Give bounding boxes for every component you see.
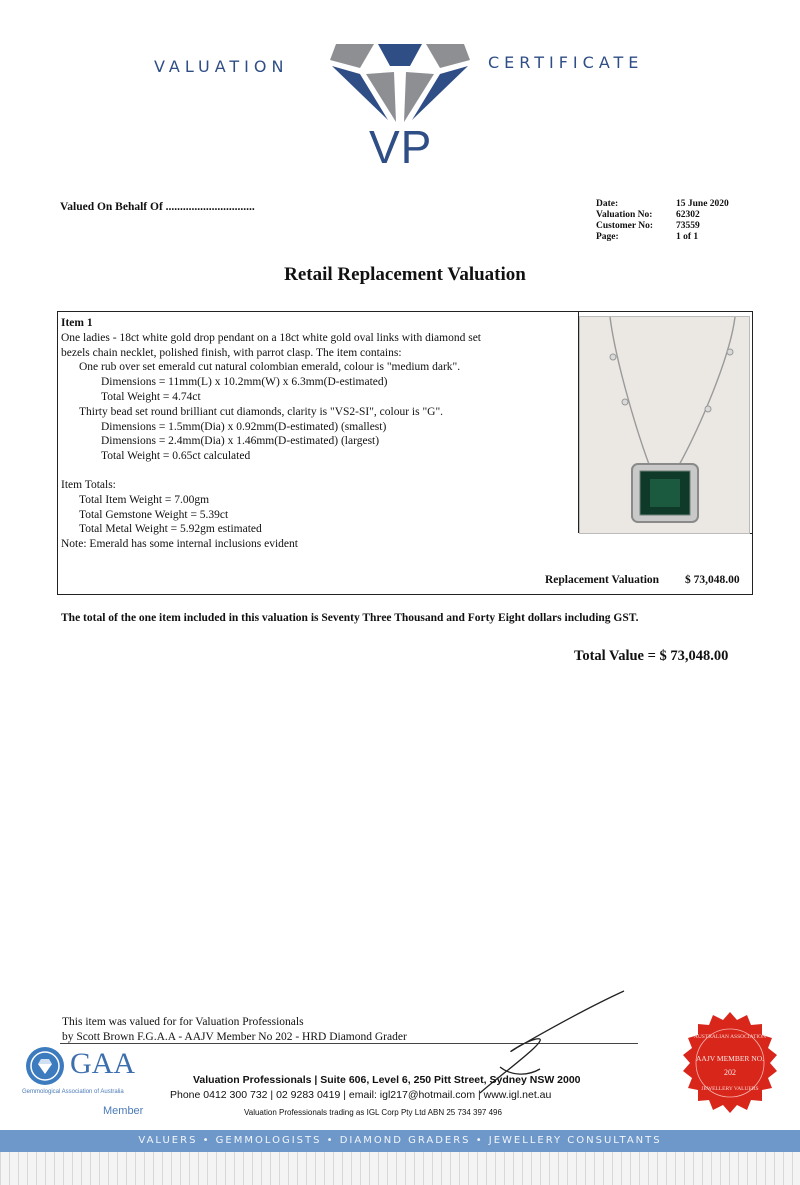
total-value: Total Value = $ 73,048.00 [574, 648, 729, 664]
item-line: Dimensions = 2.4mm(Dia) x 1.46mm(D-estimated) (largest) [101, 435, 380, 448]
meta-label: Date: [596, 199, 619, 209]
meta-label: Valuation No: [596, 210, 653, 220]
meta-row-customer [596, 221, 729, 232]
seal-number: 202 [724, 1068, 736, 1077]
item-line: Dimensions = 1.5mm(Dia) x 0.92mm(D-estimated) (smallest) [101, 420, 387, 433]
pendant-photo [579, 316, 750, 534]
contact-line3: Valuation Professionals trading as IGL Corp Pty Ltd ABN 25 734 397 496 [244, 1108, 502, 1117]
item-line: One ladies - 18ct white gold drop pendant on a 18ct white gold oval links with diamond set [61, 331, 481, 344]
meta-value: 73559 [676, 221, 700, 231]
totals-line: Total Gemstone Weight = 5.39ct [79, 508, 229, 521]
totals-line: Total Item Weight = 7.00gm [79, 493, 210, 506]
meta-label: Customer No: [596, 221, 654, 231]
meta-label: Page: [596, 232, 619, 242]
header-valuation-word: VALUATION [154, 57, 289, 76]
valuer-line: This item was valued for for Valuation Professionals [62, 1016, 304, 1028]
gaa-emblem-icon [24, 1045, 66, 1087]
item-line: Thirty bead set round brilliant cut diamonds, clarity is "VS2-SI", colour is "G". [79, 405, 444, 418]
meta-block [596, 199, 729, 243]
meta-row-page [596, 232, 729, 243]
valuer-line: by Scott Brown F.G.A.A - AAJV Member No 202 - HRD Diamond Grader [62, 1031, 407, 1043]
aajv-seal [675, 1010, 785, 1120]
gaa-logo-text: GAA [70, 1047, 135, 1080]
meta-row-valuation [596, 210, 729, 221]
summary-text: The total of the one item included in this valuation is Seventy Three Thousand and Forty Eight dollars including GST. [61, 612, 639, 624]
scan-edge-strip [0, 1152, 800, 1185]
meta-value: 62302 [676, 210, 700, 220]
footer-band: VALUERS • GEMMOLOGISTS • DIAMOND GRADERS • JEWELLERY CONSULTANTS [0, 1130, 800, 1152]
item-line: Dimensions = 11mm(L) x 10.2mm(W) x 6.3mm(D-estimated) [101, 376, 388, 389]
valued-on-behalf: Valued On Behalf Of ............................... [60, 201, 255, 213]
item-line: Total Weight = 4.74ct [101, 390, 201, 403]
meta-value: 15 June 2020 [676, 199, 729, 209]
contact-line1: Valuation Professionals | Suite 606, Level 6, 250 Pitt Street, Sydney NSW 2000 [193, 1074, 581, 1086]
item-note: Note: Emerald has some internal inclusions evident [61, 538, 298, 551]
meta-value: 1 of 1 [676, 232, 699, 242]
page-title: Retail Replacement Valuation [284, 264, 526, 285]
item-heading: Item 1 [61, 317, 93, 329]
item-description [61, 316, 481, 552]
item-line: One rub over set emerald cut natural colombian emerald, colour is "medium dark". [79, 361, 461, 374]
item-line: bezels chain necklet, polished finish, with parrot clasp. The item contains: [61, 346, 402, 359]
gaa-subtitle: Gemmological Association of Australia [22, 1089, 124, 1095]
totals-heading: Item Totals: [61, 478, 116, 491]
seal-icon [675, 1010, 785, 1120]
contact-line2: Phone 0412 300 732 | 02 9283 0419 | email: igl217@hotmail.com | www.igl.net.au [170, 1089, 552, 1101]
seal-arc-top: AUSTRALIAN ASSOCIATION [693, 1034, 767, 1040]
replacement-value: $ 73,048.00 [685, 574, 740, 586]
diamond-logo-icon [330, 38, 470, 124]
gaa-member: Member [103, 1105, 144, 1117]
vp-logo-text: VP [369, 121, 433, 173]
signature-icon [440, 985, 640, 1105]
header-certificate-word: CERTIFICATE [488, 53, 644, 72]
pendant-image [580, 317, 749, 533]
item-line: Total Weight = 0.65ct calculated [101, 450, 251, 463]
meta-row-date [596, 199, 729, 210]
seal-arc-bottom: JEWELLERY VALUERS [701, 1086, 759, 1092]
valuer-block [62, 1015, 407, 1045]
seal-member: AAJV MEMBER NO. [696, 1054, 764, 1063]
replacement-label: Replacement Valuation [545, 574, 660, 586]
totals-line: Total Metal Weight = 5.92gm estimated [79, 523, 262, 536]
